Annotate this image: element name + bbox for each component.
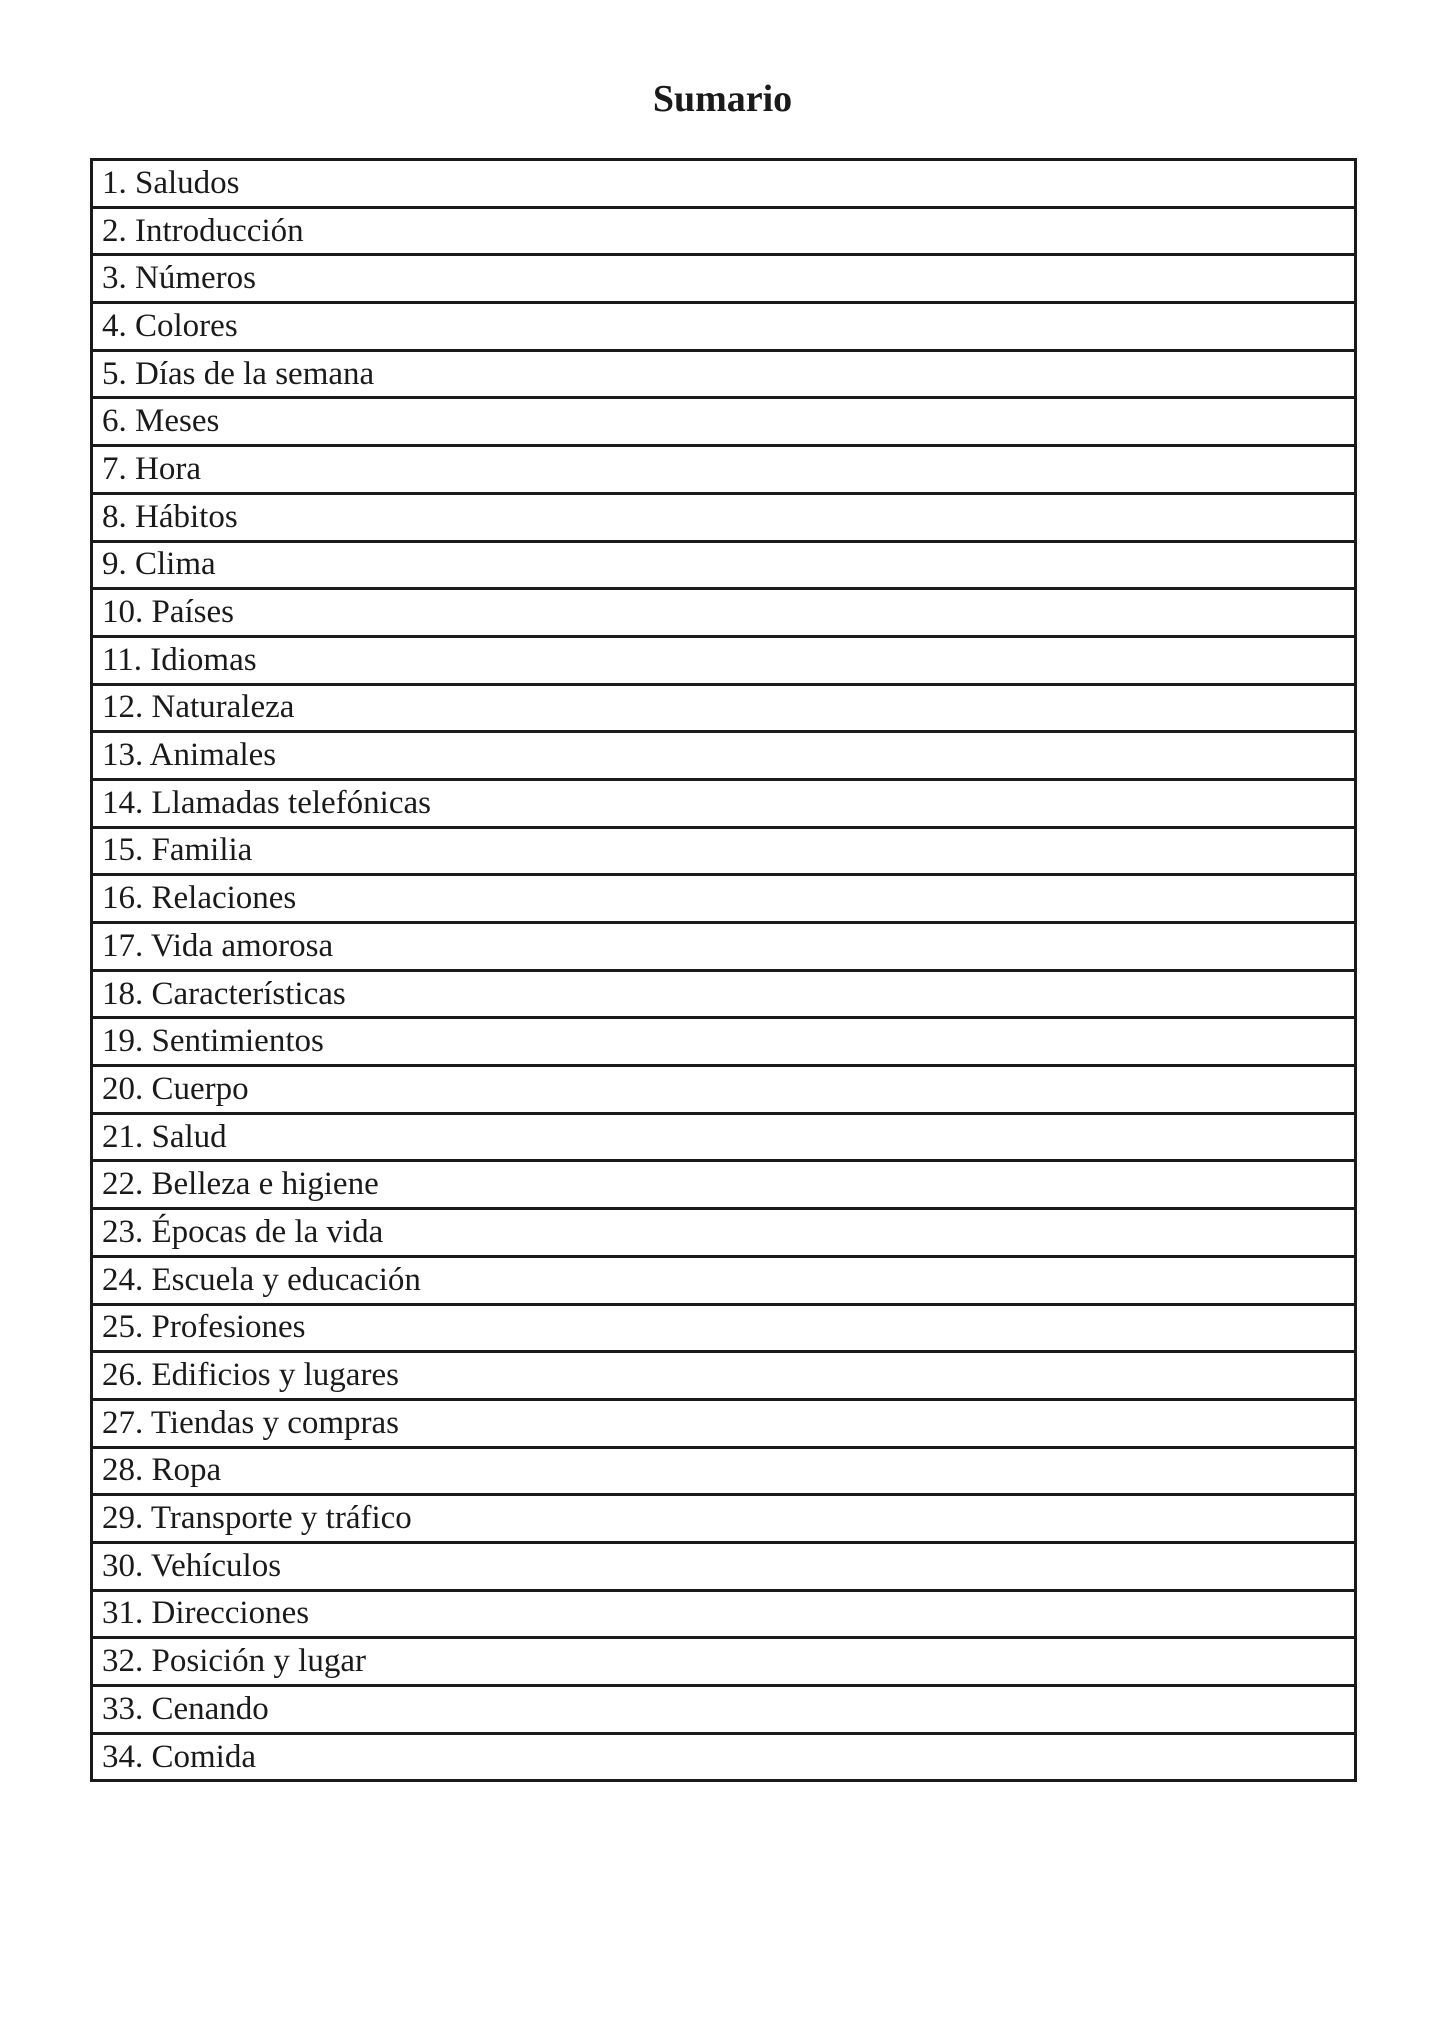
toc-item-label: 2. Introducción — [102, 212, 304, 249]
toc-row — [93, 686, 1354, 734]
toc-item-label: 29. Transporte y tráfico — [102, 1500, 412, 1537]
toc-row — [93, 733, 1354, 781]
toc-row — [93, 209, 1354, 257]
toc-row — [93, 352, 1354, 400]
toc-row — [93, 1496, 1354, 1544]
toc-row — [93, 972, 1354, 1020]
toc-row — [93, 638, 1354, 686]
toc-row — [93, 1401, 1354, 1449]
toc-item-label: 15. Familia — [102, 832, 253, 869]
toc-row — [93, 1639, 1354, 1687]
toc-item-label: 23. Épocas de la vida — [102, 1213, 384, 1250]
toc-item-label: 4. Colores — [102, 307, 238, 344]
toc-item-label: 7. Hora — [102, 450, 201, 487]
toc-item-label: 22. Belleza e higiene — [102, 1166, 379, 1203]
toc-item-label: 28. Ropa — [102, 1452, 222, 1489]
toc-item-label: 12. Naturaleza — [102, 689, 295, 726]
toc-item-label: 34. Comida — [102, 1738, 256, 1775]
toc-row — [93, 781, 1354, 829]
toc-item-label: 24. Escuela y educación — [102, 1261, 421, 1298]
toc-row — [93, 876, 1354, 924]
toc-item-label: 19. Sentimientos — [102, 1023, 324, 1060]
toc-item-label: 18. Características — [102, 975, 346, 1012]
toc-row — [93, 590, 1354, 638]
toc-item-label: 25. Profesiones — [102, 1309, 306, 1346]
toc-item-label: 20. Cuerpo — [102, 1070, 249, 1107]
toc-row — [93, 161, 1354, 209]
toc-item-label: 32. Posición y lugar — [102, 1643, 366, 1680]
toc-row — [93, 1115, 1354, 1163]
toc-item-label: 31. Direcciones — [102, 1595, 310, 1632]
toc-row — [93, 543, 1354, 591]
toc-row — [93, 399, 1354, 447]
toc-item-label: 16. Relaciones — [102, 880, 297, 917]
toc-row — [93, 1544, 1354, 1592]
toc-item-label: 30. Vehículos — [102, 1547, 282, 1584]
toc-row — [93, 1258, 1354, 1306]
toc-item-label: 14. Llamadas telefónicas — [102, 784, 431, 821]
toc-row — [93, 495, 1354, 543]
toc-row — [93, 1162, 1354, 1210]
toc-item-label: 27. Tiendas y compras — [102, 1404, 399, 1441]
toc-row — [93, 1019, 1354, 1067]
toc-item-label: 17. Vida amorosa — [102, 927, 334, 964]
toc-row — [93, 1735, 1354, 1780]
toc-item-label: 6. Meses — [102, 403, 220, 440]
toc-row — [93, 1687, 1354, 1735]
toc-item-label: 3. Números — [102, 260, 256, 297]
toc-item-label: 10. Países — [102, 594, 234, 631]
toc-item-label: 13. Animales — [102, 737, 277, 774]
toc-row — [93, 1592, 1354, 1640]
toc-row — [93, 256, 1354, 304]
toc-row — [93, 1449, 1354, 1497]
toc-item-label: 8. Hábitos — [102, 498, 238, 535]
toc-row — [93, 447, 1354, 495]
toc-item-label: 9. Clima — [102, 546, 216, 583]
toc-row — [93, 1353, 1354, 1401]
toc-row — [93, 1306, 1354, 1354]
toc-item-label: 11. Idiomas — [102, 641, 257, 678]
toc-row — [93, 1210, 1354, 1258]
toc-row — [93, 829, 1354, 877]
toc-item-label: 1. Saludos — [102, 164, 240, 201]
toc-item-label: 5. Días de la semana — [102, 355, 375, 392]
toc-table — [90, 158, 1357, 1782]
page-title: Sumario — [652, 78, 793, 120]
toc-item-label: 33. Cenando — [102, 1690, 269, 1727]
toc-item-label: 21. Salud — [102, 1118, 227, 1155]
toc-row — [93, 304, 1354, 352]
toc-item-label: 26. Edificios y lugares — [102, 1357, 399, 1394]
toc-row — [93, 1067, 1354, 1115]
toc-row — [93, 924, 1354, 972]
